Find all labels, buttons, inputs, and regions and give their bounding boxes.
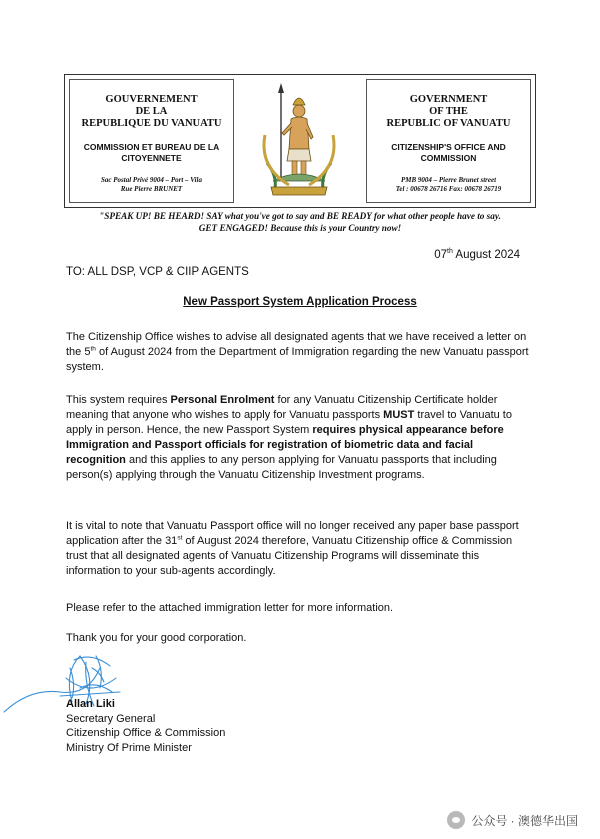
date-month-year: August 2024 <box>452 248 520 261</box>
paragraph-1 <box>66 330 534 375</box>
paragraph-text: and this applies to any person applying for Vanuatu passports that including person(s) applying through the Vanuatu Citizenship Investment programs. <box>66 454 497 481</box>
bold-text: MUST <box>383 409 415 421</box>
wechat-watermark <box>447 811 578 829</box>
paragraph-5: Thank you for your good corporation. <box>66 632 247 644</box>
department-name-fr: COMMISSION ET BUREAU DE LA CITOYENNETE <box>83 142 220 163</box>
address-line: Rue Pierre BRUNET <box>120 185 183 193</box>
gov-line: GOVERNMENT <box>409 94 488 105</box>
gov-line: REPUBLIC OF VANUATU <box>386 118 511 129</box>
paragraph-2 <box>66 393 534 483</box>
wechat-icon <box>447 811 465 829</box>
government-name-fr <box>70 94 233 130</box>
motto-line: GET ENGAGED! Because this is your Country now! <box>198 223 402 233</box>
motto-line: "SPEAK UP! BE HEARD! SAY what you've got to say and BE READY for what other people have to say. <box>99 211 501 221</box>
paragraph-3 <box>66 519 534 579</box>
bold-text: requires physical appearance before Immigration and Passport officials for registration of biometric data and facial recognition <box>66 424 504 466</box>
signer-office: Citizenship Office & Commission <box>66 727 226 739</box>
address-en <box>367 176 530 194</box>
gov-line: OF THE <box>429 106 468 117</box>
signer-title: Secretary General <box>66 712 156 725</box>
paragraph-text: of August 2024 from the Department of Immigration regarding the new Vanuatu passport system. <box>66 346 529 373</box>
motto <box>64 210 536 234</box>
paragraph-text: of August 2024 therefore, Vanuatu Citizenship office & Commission trust that all designated agents of Vanuatu Citizenship Programs will disseminate this information to your sub-agents accordingly. <box>66 535 513 577</box>
watermark-text: 公众号 · 澳德华出国 <box>471 813 578 828</box>
department-name-en: CITIZENSHIP'S OFFICE AND COMMISSION <box>391 142 506 163</box>
ordinal-suffix: th <box>90 345 96 353</box>
address-line: Sac Postal Privé 9004 – Port – Vila <box>101 176 202 184</box>
date-day: 07 <box>434 248 447 261</box>
signature-block <box>66 697 225 755</box>
paragraph-text: It is vital to note that Vanuatu Passport office will no longer received any paper base passport application after the 31 <box>66 520 519 547</box>
date-suffix: th <box>447 248 453 255</box>
coat-of-arms-emblem <box>237 75 361 207</box>
paragraph-text: The Citizenship Office wishes to advise all designated agents that we have received a letter on the 5 <box>66 331 527 358</box>
paragraph-text: This system requires <box>66 394 171 406</box>
letterhead <box>64 74 536 208</box>
letterhead-left-panel <box>69 79 234 203</box>
government-name-en <box>367 94 530 130</box>
ordinal-suffix: st <box>177 534 183 542</box>
address-fr <box>70 176 233 194</box>
letter-date <box>434 248 520 261</box>
recipients-line: TO: ALL DSP, VCP & CIIP AGENTS <box>66 266 249 278</box>
paragraph-text: for any Vanuatu Citizenship Certificate holder meaning that anyone who wishes to apply for Vanuatu passports <box>66 394 498 421</box>
subject-heading: New Passport System Application Process <box>183 296 417 308</box>
address-line: PMB 9004 – Pierre Brunet street <box>400 176 497 184</box>
gov-line: GOUVERNEMENT <box>105 94 198 105</box>
emblem-icon <box>237 75 361 209</box>
gov-line: REPUBLIQUE DU VANUATU <box>81 118 222 129</box>
signer-name: Allan Liki <box>66 698 115 710</box>
paragraph-4: Please refer to the attached immigration letter for more information. <box>66 602 394 614</box>
address-line: Tel : 00678 26716 Fax: 00678 26719 <box>395 185 502 193</box>
gov-line: DE LA <box>135 106 168 117</box>
paragraph-text: travel to Vanuatu to apply in person. Hence, the new Passport System <box>66 409 512 436</box>
signer-ministry: Ministry Of Prime Minister <box>66 741 192 754</box>
letterhead-right-panel <box>366 79 531 203</box>
bold-text: Personal Enrolment <box>170 394 275 406</box>
